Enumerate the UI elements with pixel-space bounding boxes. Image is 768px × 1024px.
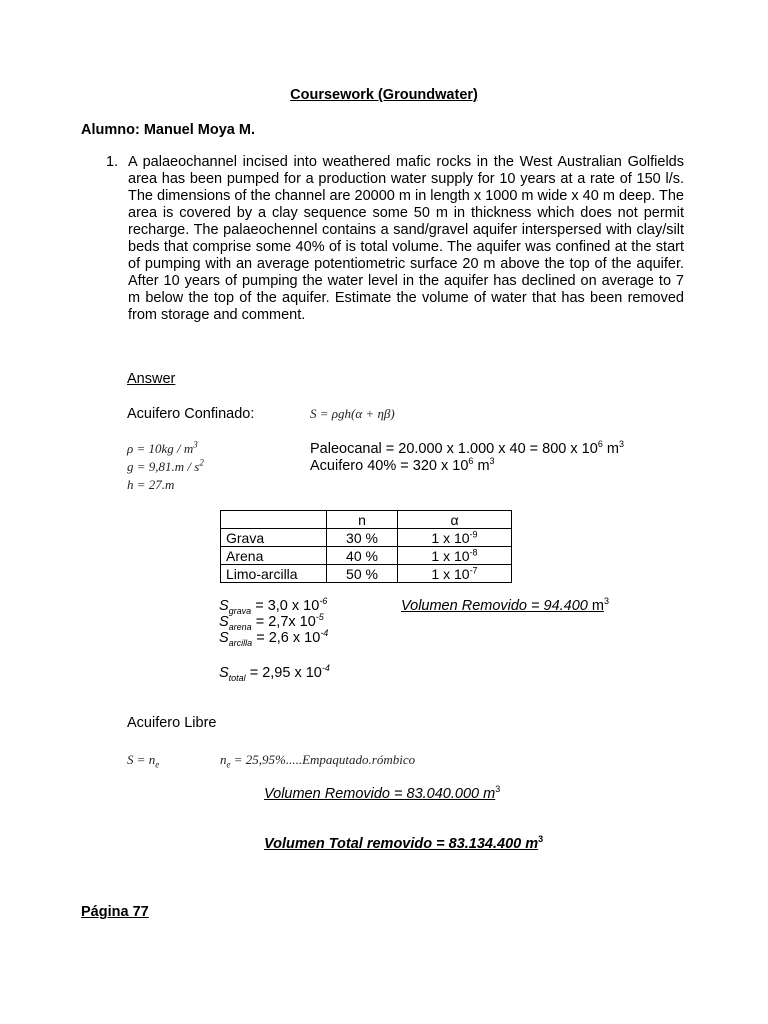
answer-heading: Answer [127,371,176,387]
table-header-row [221,511,512,529]
confined-removed-volume: Volumen Removido = 94.400 $m^3$ [401,596,609,614]
unconfined-removed-volume: Volumen Removido = 83.040.000 $m^3$ [264,784,501,802]
confined-aquifer-label: Acuifero Confinado: [127,406,255,422]
document-title: Coursework (Groundwater) [290,87,478,103]
page-number: Página 77 [81,904,149,920]
unconfined-aquifer-label: Acuifero Libre [127,715,217,731]
head-value: h = 27.m [127,477,175,492]
table-header-compressibility: α [398,511,512,529]
table-row [221,565,512,583]
storativity-formula: S = ρgh(α + ηβ) [310,406,395,421]
table-cell-compressibility: 1 x $10^{-7}$ [398,565,512,583]
storativity-total: $S_{total} = 2,95$ x $10^{-4}$ [219,663,330,683]
gravity-value: $g = 9,81.m / s^2$ [127,457,204,474]
table-cell-porosity: 40 % [327,547,398,565]
table-cell-material: Arena [221,547,327,565]
storativity-grava: $S_{grava} = 3,0$ x $10^{-6}$ [219,596,328,616]
density-value: $\rho = 10kg / m^3$ [127,439,198,456]
table-cell-material: Grava [221,529,327,547]
unconfined-formula: $S = n_e$ [127,752,160,770]
table-row [221,529,512,547]
material-properties-table [220,510,512,583]
effective-porosity: $n_e$ = 25,95%.....Empaqutado.rómbico [220,752,416,770]
table-cell-porosity: 30 % [327,529,398,547]
table-cell-porosity: 50 % [327,565,398,583]
storativity-arcilla: $S_{arcilla} = 2,6$ x $10^{-4}$ [219,628,329,648]
table-cell-compressibility: 1 x $10^{-8}$ [398,547,512,565]
paleocanal-volume: Paleocanal = 20.000 x 1.000 x 40 = 800 x $10^6$ $m^3$ [310,439,624,457]
aquifer-volume: Acuifero 40% = 320 x $10^6$ $m^3$ [310,456,495,474]
storativity-arena: $S_{arena} = 2,7x$ $10^{-5}$ [219,612,324,632]
table-header-porosity: n [327,511,398,529]
table-row [221,547,512,565]
table-cell-compressibility: 1 x $10^{-9}$ [398,529,512,547]
total-removed-volume: Volumen Total removido = 83.134.400 $m^3$ [264,834,544,852]
table-header-material [221,511,327,529]
question-number: 1. [106,154,119,170]
table-cell-material: Limo-arcilla [221,565,327,583]
student-name: Alumno: Manuel Moya M. [81,122,255,138]
question-text: A palaeochannel incised into weathered mafic rocks in the West Australian Golfields area has been pumped for a production water supply for 10 years at a rate of 150 l/s. The dimensions of the channel are 20000 m in length x 1000 m wide x 40 m deep. The area is covered by a clay sequence some 50 m in thickness which does not permit recharge. The palaeochennel contains a sand/gravel aquifer interspersed with clay/silt beds that comprise some 40% of is total volume. The aquifer was confined at the start of pumping with an average potentiometric surface 20 m above the top of the aquifer. After 10 years of pumping the water level in the aquifer has declined on average to 7 m below the top of the aquifer. Estimate the volume of water that has been removed from storage and comment. [128,154,684,323]
